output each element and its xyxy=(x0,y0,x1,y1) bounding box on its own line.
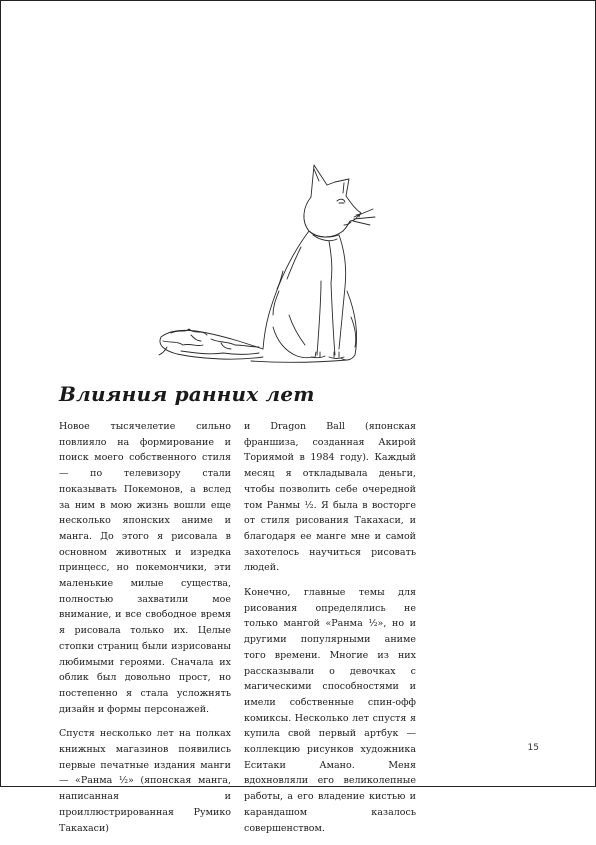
paragraph: и Dragon Ball (японская франшиза, созданная Акирой Ториямой в 1984 году). Каждый месяц я откладывала деньги, чтобы позволить себе очередной том Ранмы ½. Я была в восторге от стиля рисования Такахаси, и благодаря ее манге мне и самой захотелось научиться рисовать людей. xyxy=(244,421,416,574)
text-column-left xyxy=(59,419,231,845)
cat-sketch-icon xyxy=(151,151,391,371)
section-heading: Влияния ранних лет xyxy=(59,382,315,406)
text-column-right xyxy=(244,419,416,845)
paragraph: Спустя несколько лет на полках книжных магазинов появились первые печатные издания манги — «Ранма ½» (японская манга, написанная и проиллюстрированная Румико Такахаси) xyxy=(59,728,231,834)
page-number: 15 xyxy=(527,743,539,753)
paragraph: Конечно, главные темы для рисования определялись не только мангой «Ранма ½», но и другими популярными аниме того времени. Многие из них рассказывали о девочках с магическими способностями и имели собственные спин-офф комиксы. Несколько лет спустя я купила свой первый артбук — коллекцию рисунков художника Еситаки Амано. Меня вдохновляли его великолепные работы, а его владение кистью и карандашом казалось совершенством. xyxy=(244,587,416,834)
paragraph: Новое тысячелетие сильно повлияло на формирование и поиск моего собственного стиля — по телевизору стали показывать Покемонов, а вслед за ним в мою жизнь вошли еще несколько японских аниме и манга. До этого я рисовала в основном животных и изредка принцесс, но покемончики, эти маленькие милые существа, полностью захватили мое внимание, и все свободное время я рисовала только их. Целые стопки страниц были изрисованы любимыми героями. Сначала их облик был довольно прост, но постепенно я стала усложнять дизайн и формы персонажей. xyxy=(59,421,231,715)
